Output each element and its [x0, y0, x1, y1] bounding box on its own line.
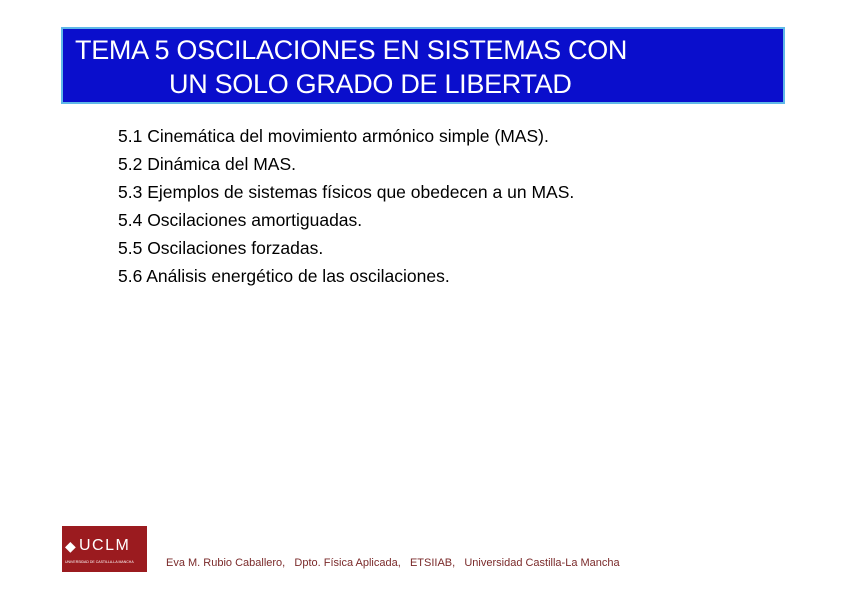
table-of-contents — [118, 122, 574, 290]
slide-title-line-1: TEMA 5 OSCILACIONES EN SISTEMAS CON — [75, 35, 628, 65]
toc-item: 5.1 Cinemática del movimiento armónico simple (MAS). — [118, 126, 549, 146]
slide-title-line-2: UN SOLO GRADO DE LIBERTAD — [169, 69, 572, 99]
toc-item: 5.2 Dinámica del MAS. — [118, 154, 296, 174]
footer-credit: Eva M. Rubio Caballero, Dpto. Física Aplicada, ETSIIAB, Universidad Castilla-La Mancha — [166, 557, 620, 569]
toc-item: 5.5 Oscilaciones forzadas. — [118, 238, 324, 258]
uclm-logo — [62, 526, 147, 572]
toc-item: 5.3 Ejemplos de sistemas físicos que obedecen a un MAS. — [118, 182, 575, 202]
toc-item: 5.6 Análisis energético de las oscilaciones. — [118, 266, 450, 286]
slide-title-box — [61, 27, 785, 104]
diamond-icon: ◆ — [65, 538, 76, 554]
logo-text: UCLM — [79, 537, 131, 554]
logo-subtext: UNIVERSIDAD DE CASTILLA-LA MANCHA — [65, 560, 134, 564]
toc-item: 5.4 Oscilaciones amortiguadas. — [118, 210, 363, 230]
